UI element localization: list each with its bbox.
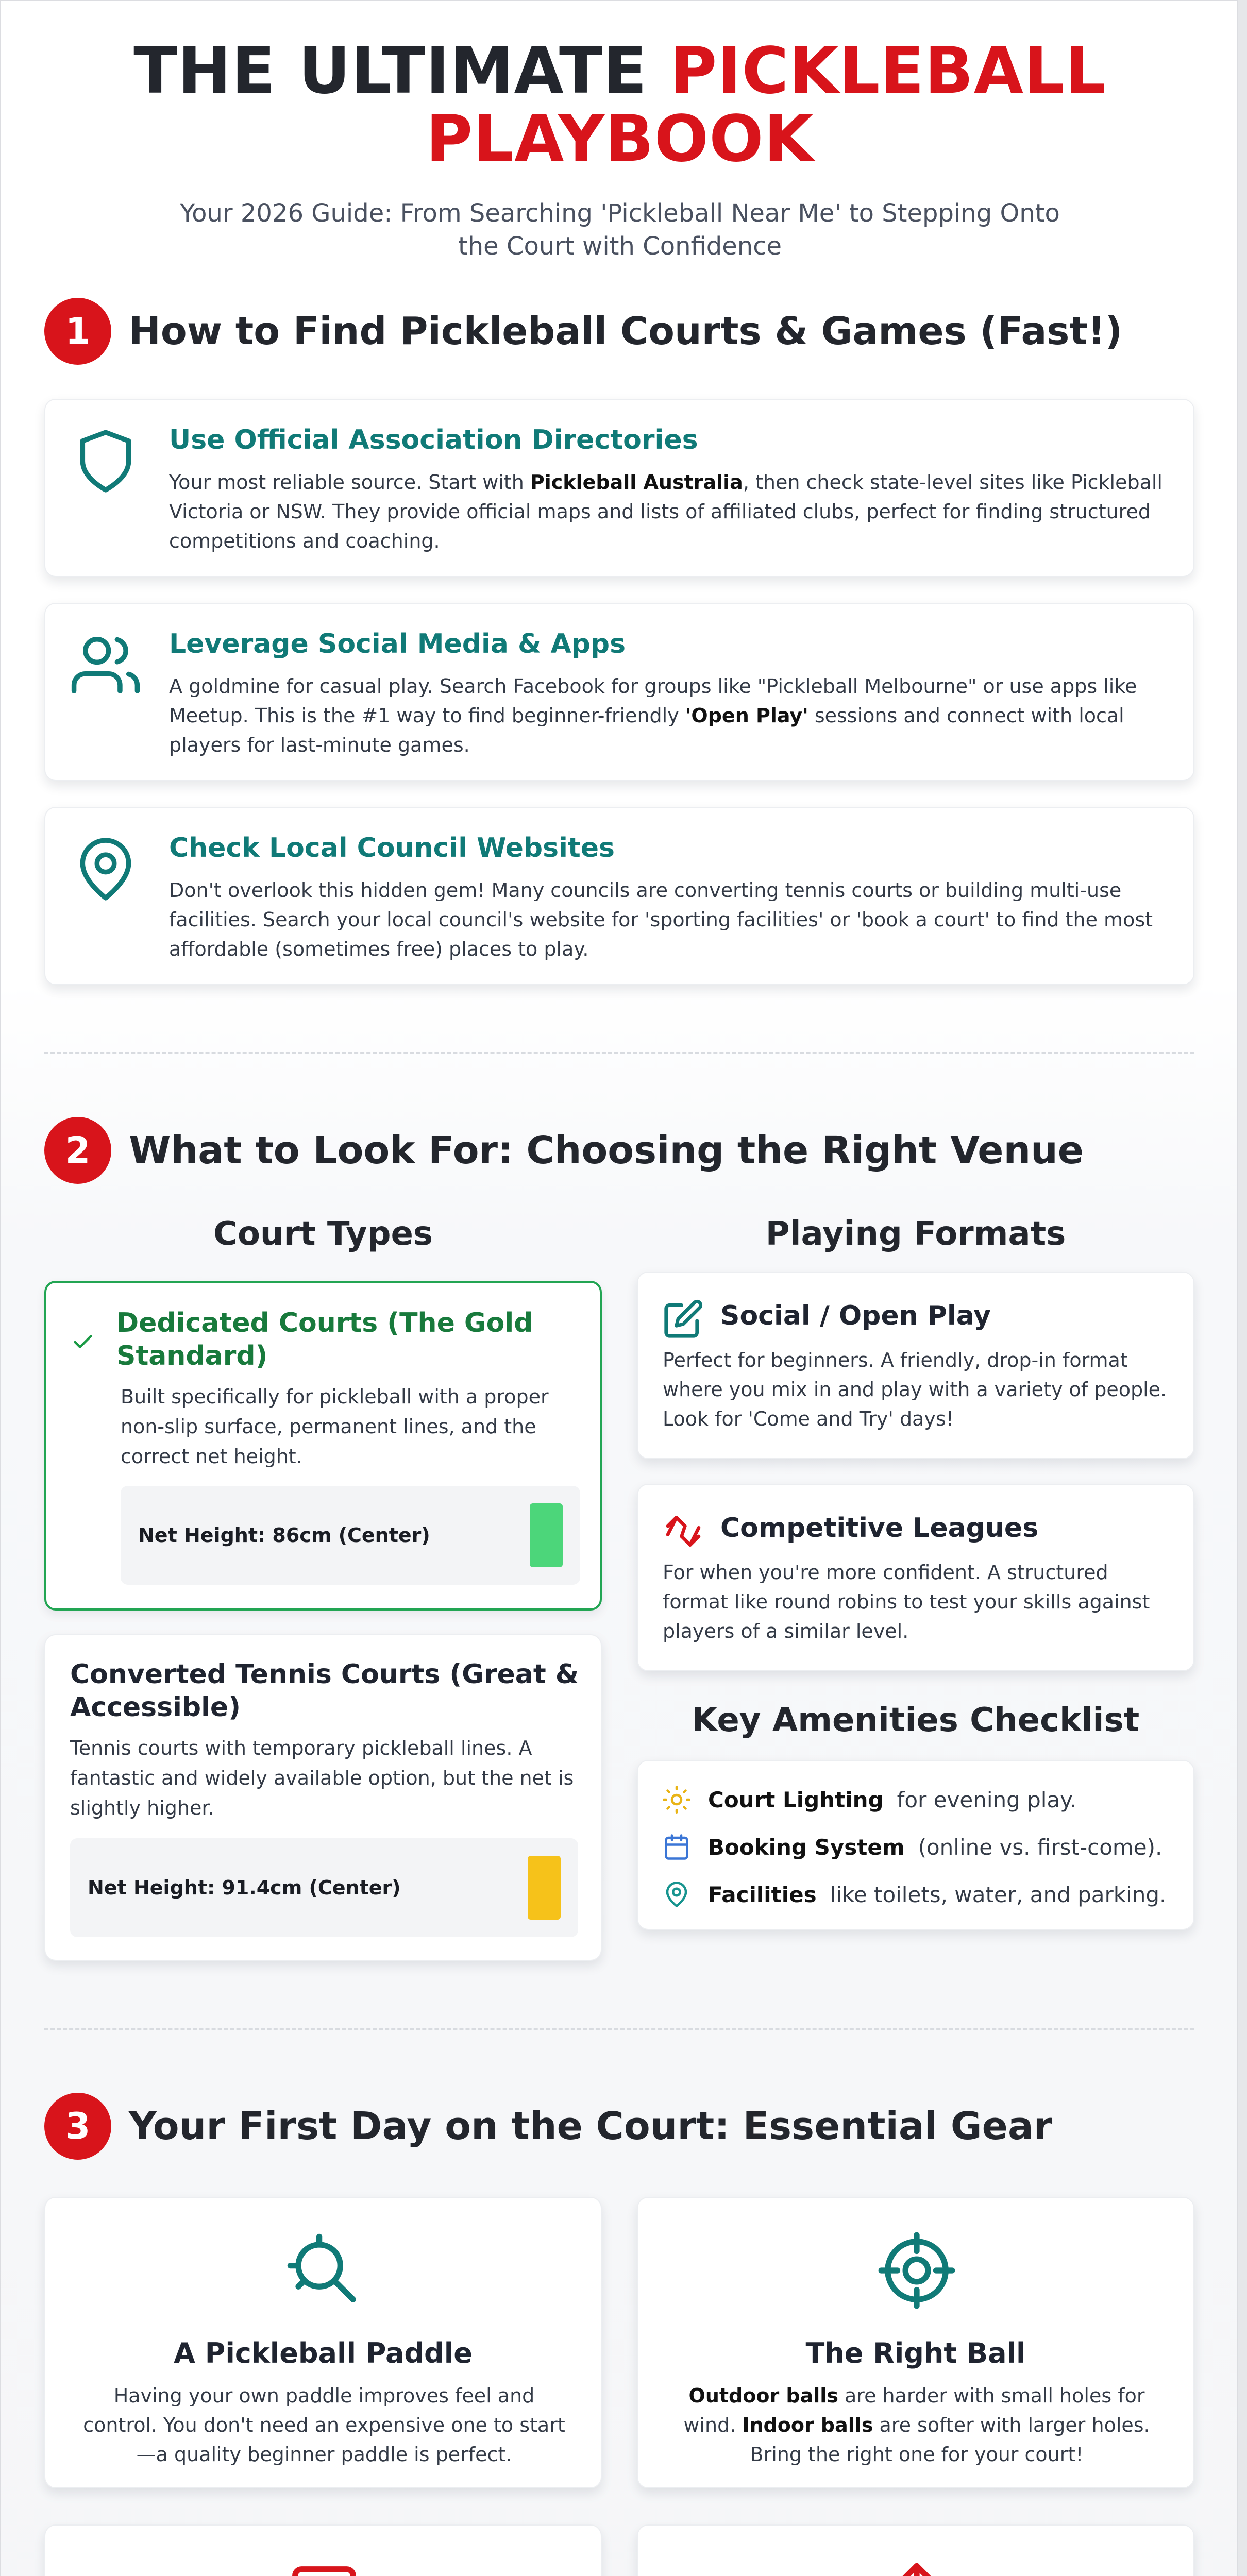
dedicated-courts-body: Built specifically for pickleball with a proper non-slip surface, permanent lines, and the correct net height. xyxy=(121,1385,549,1468)
format-body: Perfect for beginners. A friendly, drop-in format where you mix in and play with a variety of people. Look for 'Come and Try' days! xyxy=(663,1349,1167,1430)
calendar-icon xyxy=(663,1833,690,1861)
format-card-social xyxy=(637,1272,1194,1459)
section-title: Your First Day on the Court: Essential Gear xyxy=(129,2104,1053,2148)
gear-card-paddle xyxy=(44,2197,602,2488)
map-pin-icon xyxy=(663,1880,690,1908)
find-card-associations xyxy=(44,399,1194,577)
chat-bubble-icon xyxy=(285,2560,363,2576)
section-number-badge: 2 xyxy=(44,1117,111,1184)
title-dark-part: THE ULTIMATE xyxy=(133,34,648,108)
net-height-bar xyxy=(528,1856,561,1920)
gear-card-footwear xyxy=(44,2524,602,2576)
find-card-council xyxy=(44,807,1194,985)
lightning-icon xyxy=(663,1511,704,1552)
format-title: Competitive Leagues xyxy=(720,1513,1039,1544)
gear-card-ball xyxy=(637,2197,1194,2488)
gear-body: Having your own paddle improves feel and control. You don't need an expensive one to start—a quality beginner paddle is perfect. xyxy=(83,2384,565,2466)
gear-body: Outdoor balls are harder with small holes for wind. Indoor balls are softer with larger holes. Bring the right one for your court! xyxy=(683,2384,1150,2466)
amenity-item: Facilities like toilets, water, and parking. xyxy=(663,1876,1166,1912)
amenities-card xyxy=(637,1760,1194,1930)
net-height-label: Net Height: 91.4cm (Center) xyxy=(88,1876,401,1899)
card-body: Don't overlook this hidden gem! Many councils are converting tennis courts or building multi-use facilities. Search your local council's website for 'sporting facilities' or 'book a court' to find the most affordable (sometimes free) places to play. xyxy=(169,879,1153,960)
amenity-item: Court Lighting for evening play. xyxy=(663,1782,1076,1818)
amenities-heading: Key Amenities Checklist xyxy=(692,1701,1140,1739)
page-title xyxy=(1,34,1239,176)
card-title: Use Official Association Directories xyxy=(169,425,698,455)
edit-icon xyxy=(663,1298,704,1340)
find-card-social-media xyxy=(44,603,1194,781)
page-subtitle: Your 2026 Guide: From Searching 'Pickleball Near Me' to Stepping Onto the Court with Confidence xyxy=(180,199,1060,261)
section-divider xyxy=(44,1052,1194,1054)
section-3-heading xyxy=(44,2093,1052,2160)
gear-title: The Right Ball xyxy=(805,2337,1026,2369)
search-icon xyxy=(285,2232,363,2309)
map-pin-icon xyxy=(71,835,140,904)
dedicated-courts-title: Dedicated Courts (The Gold Standard) xyxy=(116,1308,533,1371)
section-number-badge: 3 xyxy=(44,2093,111,2160)
sunset-icon xyxy=(878,2560,955,2576)
format-title: Social / Open Play xyxy=(720,1300,991,1331)
converted-courts-title: Converted Tennis Courts (Great & Accessible) xyxy=(70,1659,579,1723)
check-icon xyxy=(71,1330,95,1354)
dedicated-courts-card xyxy=(44,1281,602,1611)
format-body: For when you're more confident. A structured format like round robins to test your skills against players of a similar level. xyxy=(663,1561,1150,1642)
converted-courts-card xyxy=(44,1634,602,1961)
title-red-part-2: PLAYBOOK xyxy=(426,102,814,176)
net-height-box xyxy=(70,1838,578,1937)
section-2-heading xyxy=(44,1117,1084,1184)
section-1-heading xyxy=(44,298,1122,365)
header xyxy=(1,34,1239,263)
playing-formats-heading: Playing Formats xyxy=(765,1215,1066,1253)
gear-card-outdoor xyxy=(637,2524,1194,2576)
card-body: Your most reliable source. Start with Pickleball Australia, then check state-level sites like Pickleball Victoria or NSW. They provide official maps and lists of affiliated clubs, perfect for finding structured competitions and coaching. xyxy=(169,471,1162,552)
net-height-bar xyxy=(530,1503,563,1567)
net-height-label: Net Height: 86cm (Center) xyxy=(138,1524,430,1547)
section-divider xyxy=(44,2028,1194,2030)
converted-courts-body: Tennis courts with temporary pickleball lines. A fantastic and widely available option, but the net is slightly higher. xyxy=(70,1737,574,1819)
amenity-item: Booking System (online vs. first-come). xyxy=(663,1829,1162,1865)
shield-icon xyxy=(71,427,140,496)
sun-icon xyxy=(663,1786,690,1814)
target-icon xyxy=(878,2232,955,2309)
card-body: A goldmine for casual play. Search Facebook for groups like "Pickleball Melbourne" or use apps like Meetup. This is the #1 way to find beginner-friendly 'Open Play' sessions and connect with local players for last-minute games. xyxy=(169,675,1137,756)
card-title: Leverage Social Media & Apps xyxy=(169,629,626,659)
users-icon xyxy=(71,631,140,700)
section-title: How to Find Pickleball Courts & Games (Fast!) xyxy=(129,309,1123,353)
court-types-heading: Court Types xyxy=(213,1215,433,1253)
section-number-badge: 1 xyxy=(44,298,111,365)
section-title: What to Look For: Choosing the Right Venue xyxy=(129,1128,1084,1173)
net-height-box xyxy=(121,1486,580,1585)
card-title: Check Local Council Websites xyxy=(169,833,615,863)
format-card-competitive xyxy=(637,1484,1194,1671)
title-red-part: PICKLEBALL xyxy=(670,34,1106,108)
gear-title: A Pickleball Paddle xyxy=(174,2337,473,2369)
